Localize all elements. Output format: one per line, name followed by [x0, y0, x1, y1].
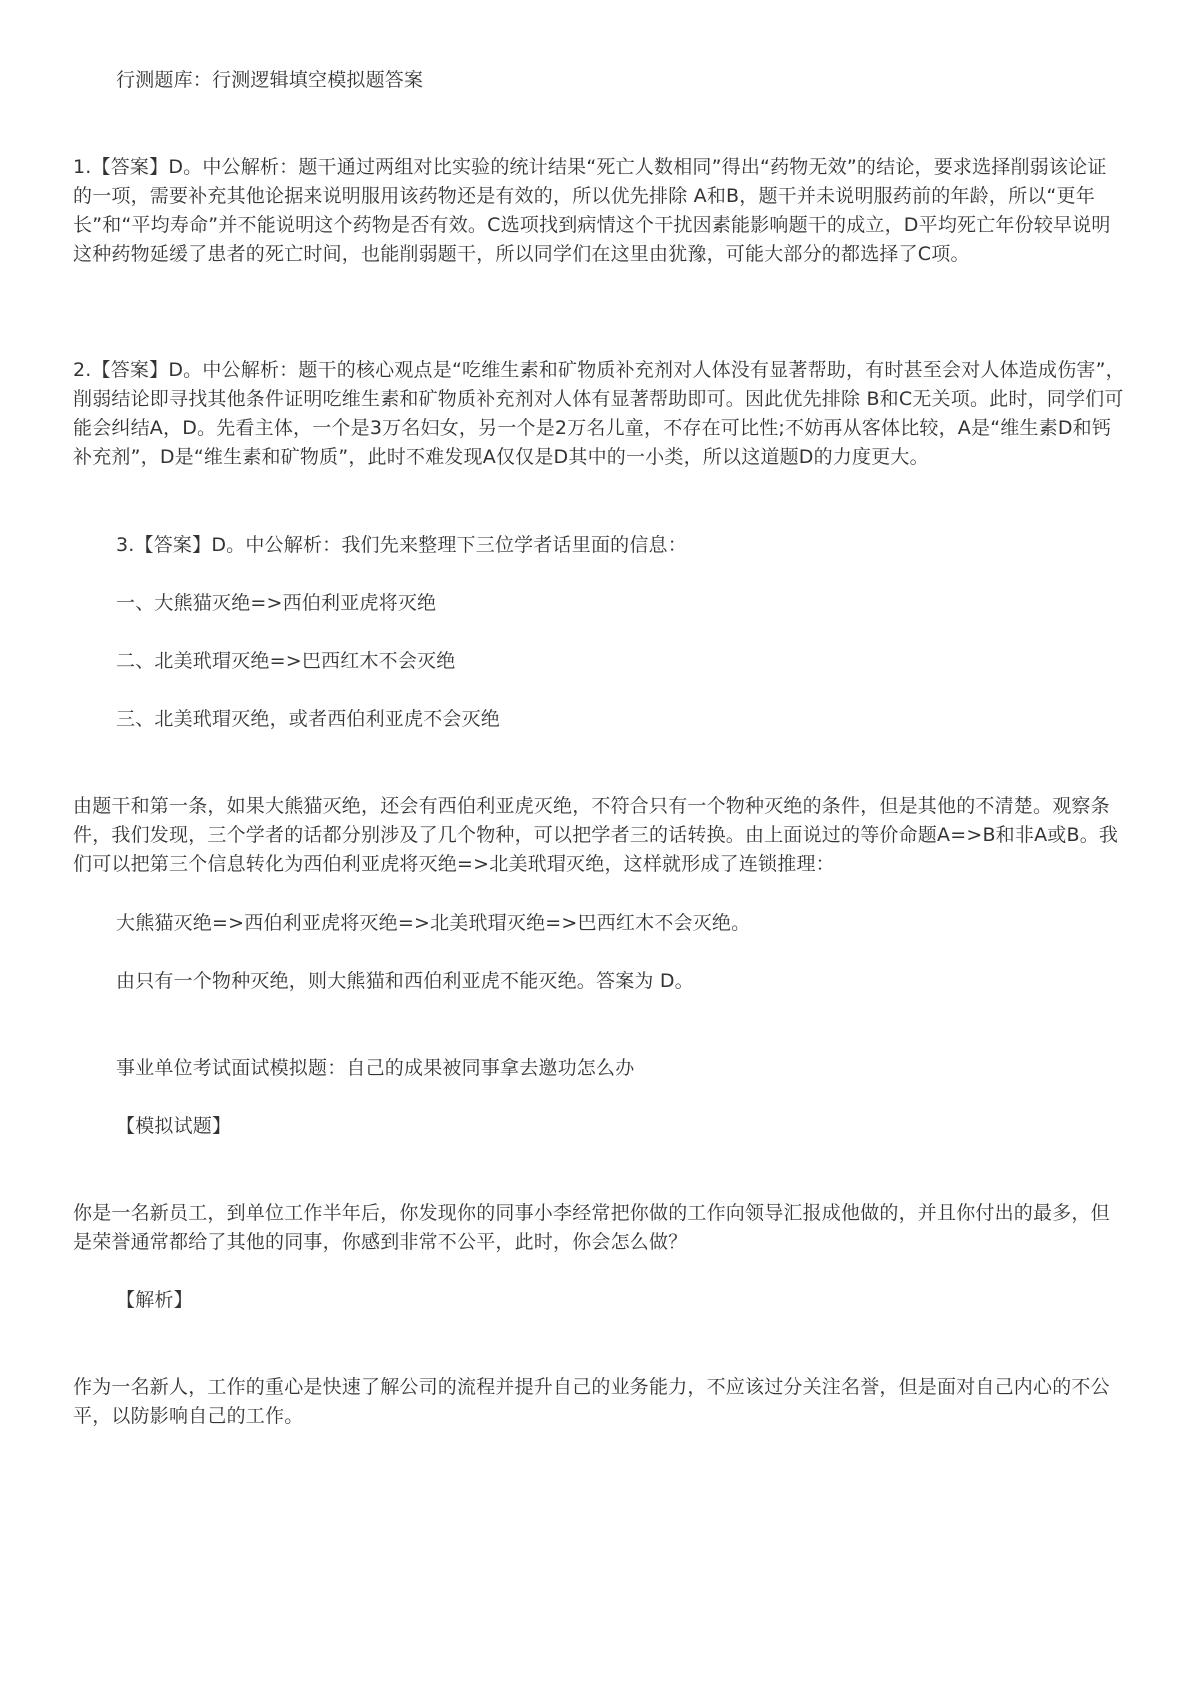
- analysis-heading: 【解析】: [116, 1289, 193, 1311]
- analysis-paragraph: 作为一名新人，工作的重心是快速了解公司的流程并提升自己的业务能力，不应该过分关注名誉，但是面对自己内心的不公平，以防影响自己的工作。: [73, 1376, 1110, 1427]
- question-paragraph: 你是一名新员工，到单位工作半年后，你发现你的同事小李经常把你做的工作向领导汇报成他做的，并且你付出的最多，但是荣誉通常都给了其他的同事，你感到非常不公平，此时，你会怎么做？: [73, 1202, 1110, 1253]
- answer-2-paragraph: 2.【答案】D。中公解析：题干的核心观点是“吃维生素和矿物质补充剂对人体没有显著帮助，有时甚至会对人体造成伤害”，削弱结论即寻找其他条件证明吃维生素和矿物质补充剂对人体有显著帮助即可。因此优先排除 B和C无关项。此时，同学们可能会纠结A，D。先看主体，一个是3万名妇女，另一个是2万名儿童，不存在可比性;不妨再从客体比较，A是“维生素D和钙补充剂”，D是“维生素和矿物质”，此时不难发现A仅仅是D其中的一小类，所以这道题D的力度更大。: [73, 359, 1125, 468]
- document-title: 行测题库：行测逻辑填空模拟题答案: [116, 69, 424, 91]
- info-item-2: 二、北美玳瑁灭绝=>巴西红木不会灭绝: [116, 650, 456, 672]
- answer-3-paragraph: 3.【答案】D。中公解析：我们先来整理下三位学者话里面的信息：: [116, 534, 687, 556]
- reasoning-paragraph: 由题干和第一条，如果大熊猫灭绝，还会有西伯利亚虎灭绝，不符合只有一个物种灭绝的条件，但是其他的不清楚。观察条件，我们发现，三个学者的话都分别涉及了几个物种，可以把学者三的话转换。由上面说过的等价命题A=>B和非A或B。我们可以把第三个信息转化为西伯利亚虎将灭绝=>北美玳瑁灭绝，这样就形成了连锁推理：: [73, 795, 1119, 875]
- chain-reasoning-line: 大熊猫灭绝=>西伯利亚虎将灭绝=>北美玳瑁灭绝=>巴西红木不会灭绝。: [116, 912, 751, 934]
- interview-title: 事业单位考试面试模拟题：自己的成果被同事拿去邀功怎么办: [116, 1057, 635, 1079]
- conclusion-line: 由只有一个物种灭绝，则大熊猫和西伯利亚虎不能灭绝。答案为 D。: [116, 970, 694, 992]
- info-item-1: 一、大熊猫灭绝=>西伯利亚虎将灭绝: [116, 592, 437, 614]
- info-item-3: 三、北美玳瑁灭绝，或者西伯利亚虎不会灭绝: [116, 708, 501, 730]
- answer-1-paragraph: 1.【答案】D。中公解析：题干通过两组对比实验的统计结果“死亡人数相同”得出“药物无效”的结论，要求选择削弱该论证的一项，需要补充其他论据来说明服用该药物还是有效的，所以优先排除 A和B，题干并未说明服药前的年龄，所以“更年长”和“平均寿命”并不能说明这个药物是否有效。C选项找到病情这个干扰因素能影响题干的成立，D平均死亡年份较早说明这种药物延缓了患者的死亡时间，也能削弱题干，所以同学们在这里由犹豫，可能大部分的都选择了C项。: [73, 156, 1111, 265]
- mock-question-heading: 【模拟试题】: [116, 1115, 232, 1137]
